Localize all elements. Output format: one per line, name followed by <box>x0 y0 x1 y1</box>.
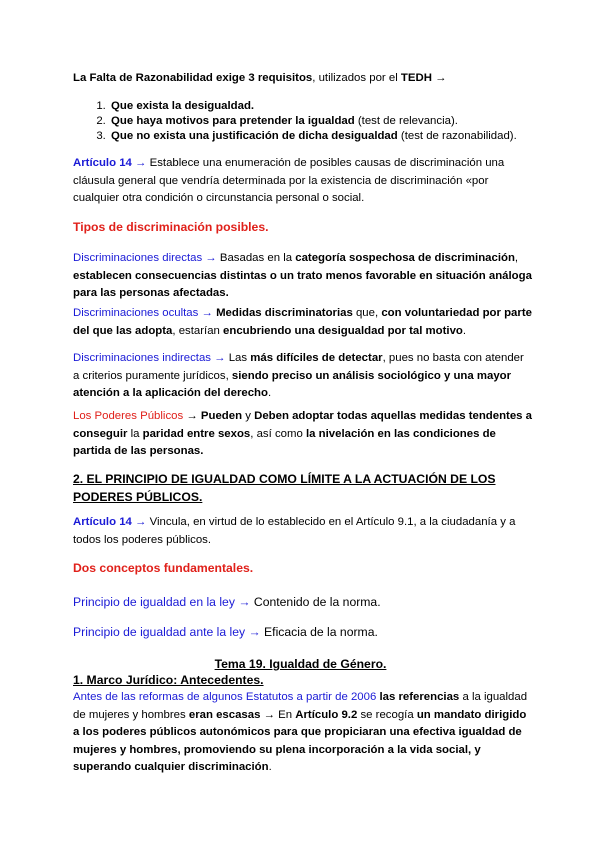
ocultas-paragraph <box>73 305 533 340</box>
concepto1-label: Principio de igualdad en la ley → <box>73 595 251 609</box>
bold-text: paridad entre sexos <box>142 427 251 440</box>
concepto1-paragraph <box>73 594 533 612</box>
text: , así como <box>250 427 306 440</box>
bold-text: Artículo 9.2 <box>295 708 358 721</box>
bold-text: siendo preciso un análisis sociológico y una mayor atención a la aplicación del derecho <box>73 369 512 400</box>
concepto2-paragraph <box>73 624 533 642</box>
ocultas-label: Discriminaciones ocultas → <box>73 307 213 319</box>
tema-heading <box>73 656 528 674</box>
requisito-bold: Que haya motivos para pretender la igualdad <box>111 115 355 127</box>
text: se recogía <box>357 708 417 721</box>
conceptos-heading <box>73 560 533 578</box>
articulo14b-paragraph <box>73 514 533 549</box>
arrow: → <box>183 410 201 422</box>
articulo14b-label: Artículo 14 <box>73 516 132 528</box>
concepto2-label: Principio de igualdad ante la ley → <box>73 625 261 639</box>
bold-text: las referencias <box>376 691 460 703</box>
bold-text: Pueden <box>200 410 243 422</box>
requisito-bold: Que no exista una justificación de dicha desigualdad <box>111 130 398 142</box>
intro-bold: La Falta de Razonabilidad exige 3 requisitos <box>73 72 313 84</box>
tipos-title: Tipos de discriminación posibles. <box>73 220 269 234</box>
requisito-bold: Que exista la desigualdad. <box>111 100 255 112</box>
articulo14-label: Artículo 14 <box>73 157 132 169</box>
intro-paragraph <box>73 70 533 88</box>
bold-text: encubriendo una desigualdad por tal motivo <box>223 324 463 337</box>
indirectas-label: Discriminaciones indirectas → <box>73 352 226 364</box>
arrow: → <box>131 157 150 169</box>
arrow: → <box>131 516 150 528</box>
bold-text: la nivelación en las condiciones de partida de las personas. <box>73 427 496 458</box>
bold-text: con voluntariedad por parte del que las adopta <box>73 307 532 337</box>
bold-text: Deben adoptar todas aquellas medidas tendentes a conseguir <box>73 410 532 440</box>
bold-text: categoría sospechosa de discriminación <box>295 252 515 264</box>
directas-label: Discriminaciones directas → <box>73 252 217 264</box>
list-item <box>109 99 549 114</box>
bold-text: un mandato dirigido a los poderes públicos autonómicos para que propiciaran una efectiva igualdad de mujeres y hombres, promoviendo su plena incorporación a la vida social, y superando cualquier discriminación <box>73 708 527 774</box>
bold-text: eran escasas <box>188 708 261 721</box>
section2-heading <box>73 470 533 506</box>
text: Las <box>225 352 251 364</box>
text: y <box>242 410 255 422</box>
text: , <box>514 252 519 264</box>
requisito-text: (test de razonabilidad). <box>397 130 517 142</box>
tipos-heading <box>73 219 533 237</box>
tema-title: Tema 19. Igualdad de Género. <box>214 657 387 671</box>
list-item <box>109 129 549 144</box>
text: Basadas en la <box>216 252 296 264</box>
text: , pues no basta con atender a criterios puramente jurídicos, <box>73 352 524 382</box>
marco-blue-text: Antes de las reformas de algunos Estatutos a partir de 2006 <box>73 691 377 703</box>
text: , estarían <box>172 324 224 337</box>
poderes-label: Los Poderes Públicos <box>73 410 184 422</box>
bold-text: más difíciles de detectar <box>250 352 383 364</box>
marco-title: 1. Marco Jurídico: Antecedentes. <box>73 673 264 687</box>
marco-heading <box>73 672 533 690</box>
conceptos-title: Dos conceptos fundamentales. <box>73 561 254 575</box>
poderes-paragraph <box>73 408 533 461</box>
text: → En <box>260 708 296 721</box>
text: la <box>127 427 143 440</box>
marco-paragraph <box>73 689 533 777</box>
text: . <box>268 761 272 774</box>
text: . <box>462 324 467 337</box>
tedh-label: TEDH → <box>400 72 447 84</box>
text: . <box>267 387 272 400</box>
indirectas-paragraph <box>73 350 533 403</box>
text: a la igualdad de mujeres y hombres <box>73 691 528 721</box>
bold-text: Medidas discriminatorias <box>212 307 353 319</box>
bold-text: establecen consecuencias distintas o un trato menos favorable en situación análoga para las personas afectadas. <box>73 269 532 300</box>
articulo14b-text: Vincula, en virtud de lo establecido en el Artículo 9.1, a la ciudadanía y a todos los poderes públicos. <box>73 516 516 546</box>
concepto1-text: Contenido de la norma. <box>250 595 381 609</box>
concepto2-text: Eficacia de la norma. <box>260 625 378 639</box>
articulo14-text: Establece una enumeración de posibles causas de discriminación una cláusula general que vendría determinada por la existencia de discriminación «por cualquier otra condición o circunstancia personal o social. <box>73 157 505 205</box>
text: que, <box>352 307 382 319</box>
intro-text: , utilizados por el <box>312 72 401 84</box>
directas-paragraph <box>73 250 533 303</box>
requisitos-list <box>73 99 549 144</box>
requisito-text: (test de relevancia). <box>354 115 458 127</box>
list-item <box>109 114 549 129</box>
articulo14-paragraph <box>73 155 528 208</box>
section2-title: 2. EL PRINCIPIO DE IGUALDAD COMO LÍMITE A LA ACTUACIÓN DE LOS PODERES PÚBLICOS. <box>73 472 496 504</box>
